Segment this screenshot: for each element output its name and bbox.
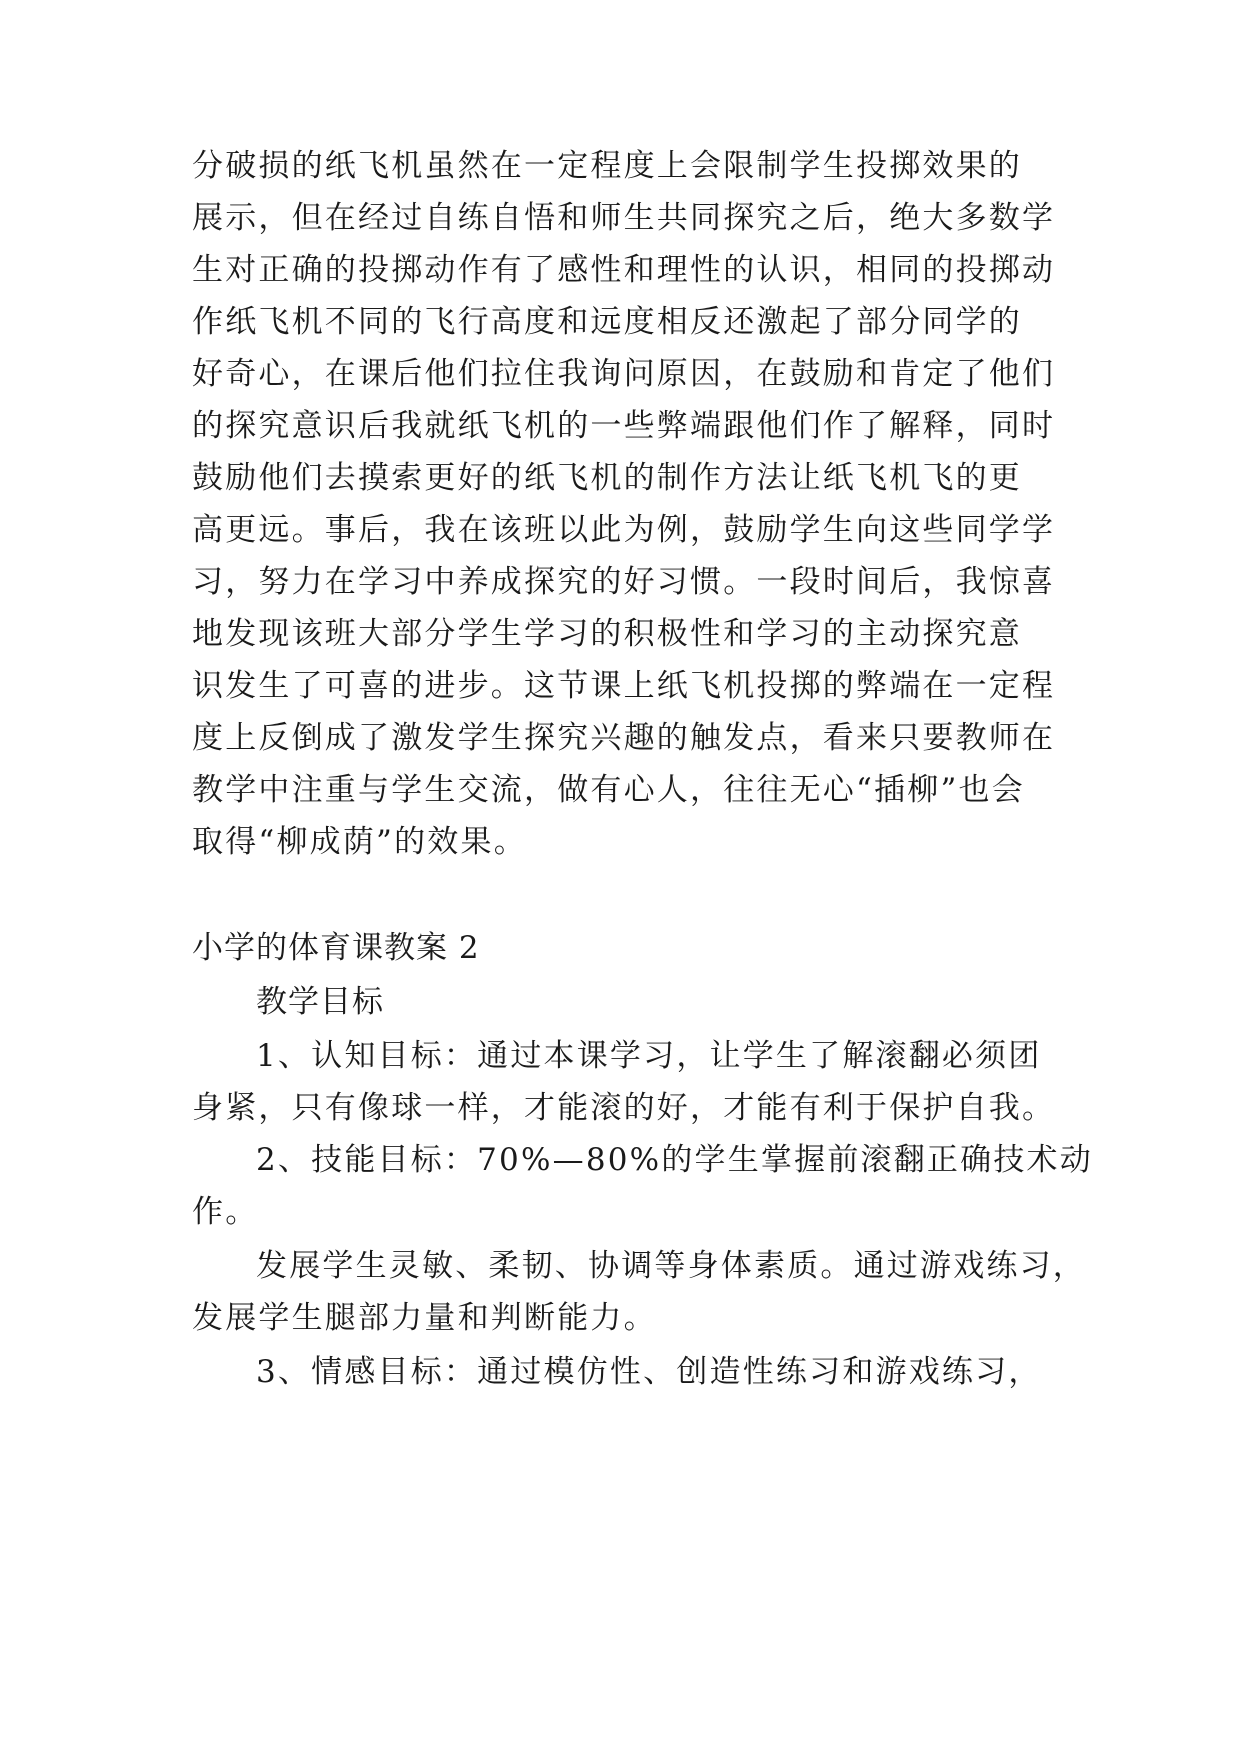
objective-line: 身紧，只有像球一样，才能滚的好，才能有利于保护自我。 [192,1090,1056,1126]
section-title: 小学的体育课教案 2 [192,930,480,966]
paragraph-line: 生对正确的投掷动作有了感性和理性的认识，相同的投掷动 [192,252,1056,288]
paragraph-line: 的探究意识后我就纸飞机的一些弊端跟他们作了解释，同时 [192,408,1056,444]
subtitle: 教学目标 [256,984,384,1020]
paragraph-line: 作纸飞机不同的飞行高度和远度相反还激起了部分同学的 [192,304,1022,340]
paragraph-line: 习，努力在学习中养成探究的好习惯。一段时间后，我惊喜 [192,564,1056,600]
paragraph-line: 识发生了可喜的进步。这节课上纸飞机投掷的弊端在一定程 [192,668,1056,704]
objective-line: 3、情感目标：通过模仿性、创造性练习和游戏练习， [256,1354,1042,1390]
objective-line: 作。 [192,1194,259,1230]
paragraph-line: 好奇心，在课后他们拉住我询问原因，在鼓励和肯定了他们 [192,356,1056,392]
paragraph-line: 发展学生灵敏、柔韧、协调等身体素质。通过游戏练习， [256,1248,1086,1284]
paragraph-line: 展示，但在经过自练自悟和师生共同探究之后，绝大多数学 [192,200,1056,236]
paragraph-line: 取得“柳成荫”的效果。 [192,824,527,860]
paragraph-line: 度上反倒成了激发学生探究兴趣的触发点，看来只要教师在 [192,720,1056,756]
paragraph-line: 分破损的纸飞机虽然在一定程度上会限制学生投掷效果的 [192,148,1022,184]
objective-line: 2、技能目标：70%—80%的学生掌握前滚翻正确技术动 [256,1142,1093,1178]
paragraph-line: 地发现该班大部分学生学习的积极性和学习的主动探究意 [192,616,1022,652]
paragraph-line: 鼓励他们去摸索更好的纸飞机的制作方法让纸飞机飞的更 [192,460,1022,496]
paragraph-line: 高更远。事后，我在该班以此为例，鼓励学生向这些同学学 [192,512,1056,548]
paragraph-line: 发展学生腿部力量和判断能力。 [192,1300,657,1336]
paragraph-line: 教学中注重与学生交流，做有心人，往往无心“插柳”也会 [192,772,1025,808]
objective-line: 1、认知目标：通过本课学习，让学生了解滚翻必须团 [256,1038,1042,1074]
